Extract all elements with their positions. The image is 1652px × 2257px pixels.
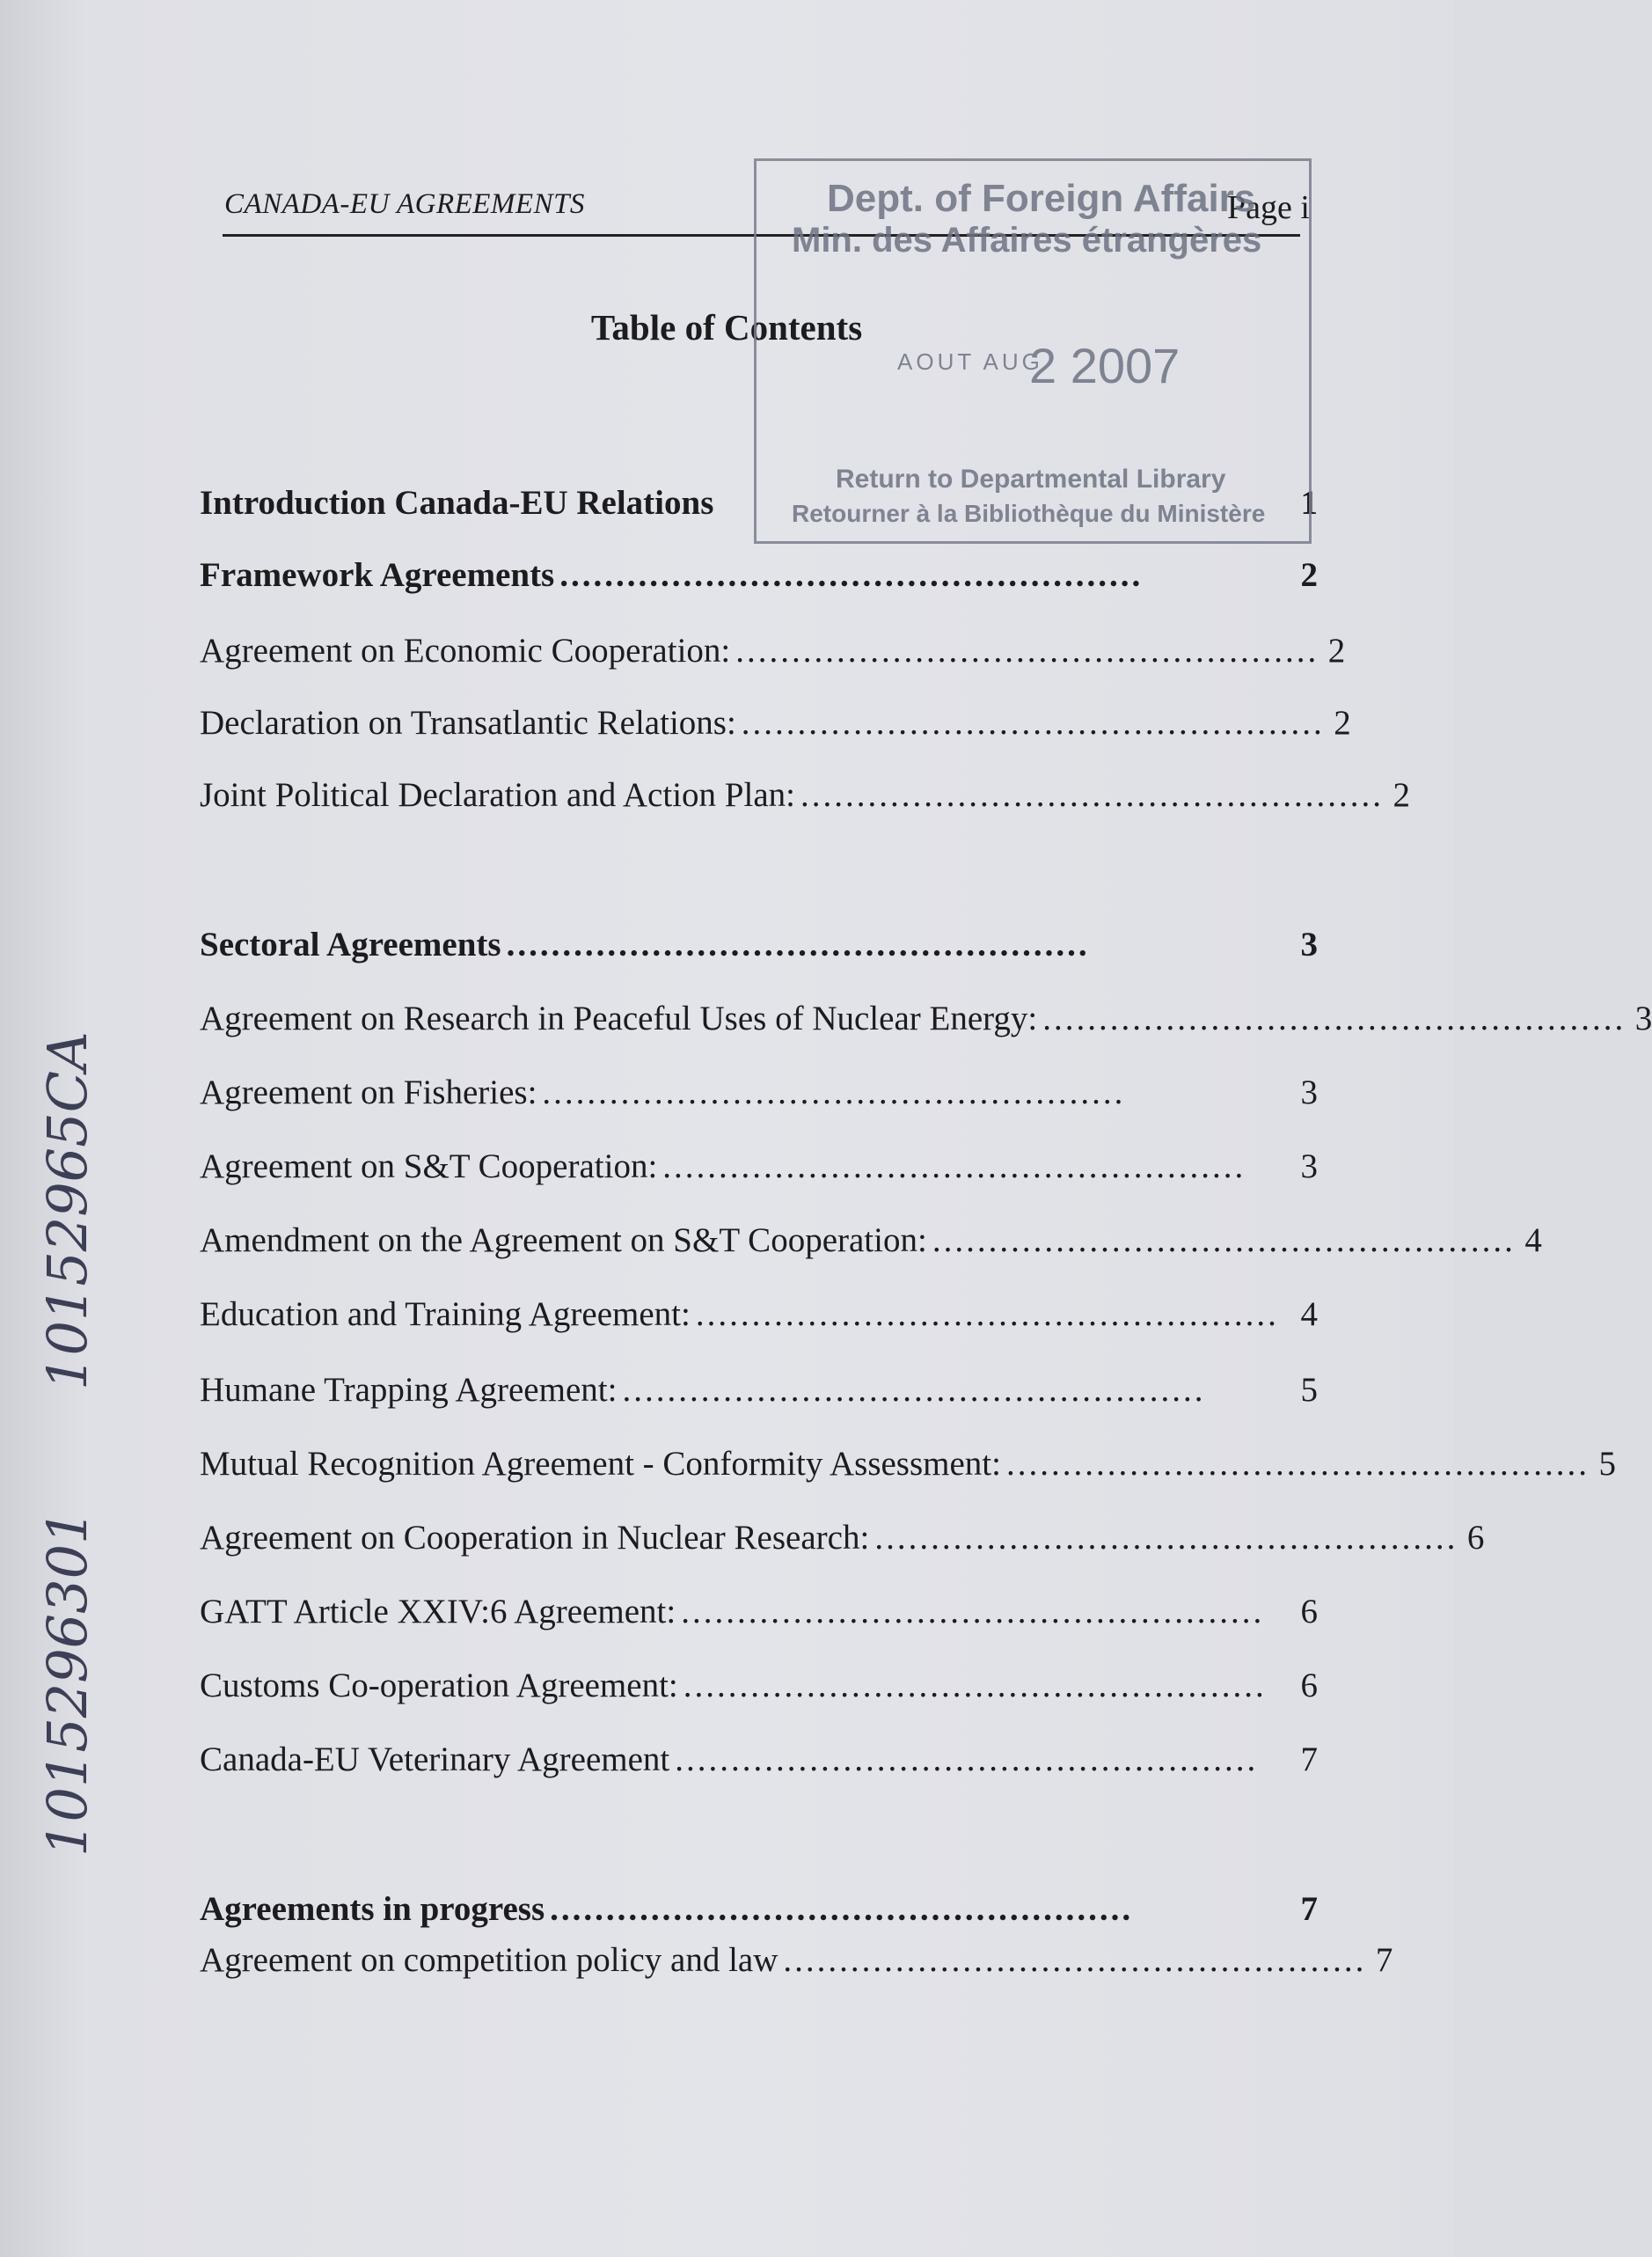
running-header-page-number: Page i	[1227, 189, 1310, 226]
toc-entry-humane-trapping[interactable]	[200, 1369, 1318, 1411]
toc-page-number: 2	[1327, 632, 1346, 670]
toc-leader-dots: ....................................................	[783, 1941, 1367, 1979]
toc-entry-label: Canada-EU Veterinary Agreement	[200, 1740, 670, 1778]
toc-entry-label: Joint Political Declaration and Action Plan:	[200, 776, 795, 814]
toc-leader-dots: ....................................................	[932, 1221, 1516, 1259]
toc-entry-fisheries[interactable]	[200, 1072, 1318, 1114]
toc-leader-dots: ....................................................	[1042, 1000, 1626, 1037]
toc-entry-label: Agreement on Research in Peaceful Uses of Nuclear Energy:	[200, 1000, 1038, 1037]
stamp-return-line: Return to Departmental Library	[836, 465, 1226, 494]
toc-entry-education-training[interactable]	[200, 1293, 1318, 1336]
toc-leader-dots: ....................................................	[741, 704, 1325, 742]
toc-entry-nuclear-energy[interactable]	[200, 998, 1652, 1040]
toc-entry-label: Framework Agreements	[200, 556, 555, 594]
toc-entry-label: Amendment on the Agreement on S&T Cooperation:	[200, 1221, 927, 1259]
toc-leader-dots: ....................................................	[683, 1667, 1267, 1704]
toc-page-number: 5	[1598, 1445, 1616, 1483]
toc-leader-dots: ....................................................	[1005, 1445, 1590, 1483]
toc-entry-framework-agreements[interactable]	[200, 554, 1318, 597]
toc-entry-st-cooperation[interactable]	[200, 1146, 1318, 1188]
toc-entry-label: Sectoral Agreements	[200, 926, 501, 964]
toc-leader-dots: ....................................................	[559, 556, 1144, 594]
toc-leader-dots: ....................................................	[695, 1295, 1279, 1333]
stamp-month: AOUT AUG	[897, 348, 1043, 375]
toc-page-number: 5	[1300, 1371, 1318, 1409]
toc-leader-dots: ....................................................	[681, 1593, 1265, 1630]
toc-entry-label: Mutual Recognition Agreement - Conformity Assessment:	[200, 1445, 1001, 1483]
toc-title: Table of Contents	[590, 307, 863, 348]
toc-entry-label: Agreement on Fisheries:	[200, 1074, 537, 1111]
toc-entry-nuclear-research[interactable]	[200, 1517, 1485, 1559]
handwritten-catalog-number: 10152965CA	[35, 1031, 99, 1390]
toc-entry-label: Education and Training Agreement:	[200, 1295, 691, 1333]
toc-page-number: 6	[1466, 1519, 1485, 1557]
toc-leader-dots: ....................................................	[675, 1740, 1259, 1778]
toc-entry-label: Introduction Canada-EU Relations	[200, 484, 714, 522]
toc-entry-label: Customs Co-operation Agreement:	[200, 1667, 678, 1704]
stamp-retourner-line: Retourner à la Bibliothèque du Ministère	[792, 500, 1266, 527]
toc-entry-mutual-recognition[interactable]	[200, 1443, 1616, 1485]
toc-entry-economic-cooperation[interactable]	[200, 630, 1346, 672]
toc-page-number: 4	[1524, 1221, 1542, 1259]
toc-entry-customs-cooperation[interactable]	[200, 1665, 1318, 1707]
toc-page-number: 4	[1300, 1295, 1318, 1333]
toc-entry-veterinary[interactable]	[200, 1739, 1318, 1781]
toc-leader-dots: ....................................................	[542, 1074, 1126, 1111]
library-stamp	[754, 158, 1312, 544]
toc-entry-sectoral-agreements[interactable]	[200, 924, 1318, 966]
toc-entry-agreements-in-progress[interactable]	[200, 1888, 1318, 1931]
toc-leader-dots: ....................................................	[550, 1890, 1134, 1928]
toc-leader-dots: ....................................................	[800, 776, 1384, 814]
toc-entry-label: Agreement on competition policy and law	[200, 1941, 778, 1979]
toc-leader-dots: ....................................................	[735, 632, 1319, 670]
toc-entry-label: Agreement on Economic Cooperation:	[200, 632, 731, 670]
toc-page-number: 7	[1300, 1890, 1318, 1928]
toc-entry-label: Declaration on Transatlantic Relations:	[200, 704, 736, 742]
running-header-title: CANADA-EU AGREEMENTS	[224, 188, 585, 220]
toc-entry-label: GATT Article XXIV:6 Agreement:	[200, 1593, 676, 1630]
toc-page-number: 6	[1300, 1667, 1318, 1704]
toc-entry-label: Agreement on Cooperation in Nuclear Research:	[200, 1519, 870, 1557]
toc-page-number: 3	[1300, 926, 1318, 964]
toc-page-number: 2	[1393, 776, 1410, 814]
toc-page-number: 2	[1300, 556, 1318, 594]
toc-page-number: 6	[1300, 1593, 1318, 1630]
toc-entry-label: Humane Trapping Agreement:	[200, 1371, 618, 1409]
handwritten-catalog-number-2: 1015296301	[35, 1509, 99, 1857]
toc-entry-competition-policy[interactable]	[200, 1939, 1393, 1982]
toc-leader-dots: ....................................................	[662, 1147, 1246, 1185]
toc-page-number: 3	[1300, 1074, 1318, 1111]
stamp-dept-line: Dept. of Foreign Affairs	[827, 177, 1256, 220]
toc-page-number: 2	[1334, 704, 1351, 742]
toc-leader-dots: ....................................................	[874, 1519, 1458, 1557]
stamp-date: 2 2007	[1029, 338, 1181, 393]
toc-page-number: 1	[1300, 484, 1318, 522]
toc-page-number: 3	[1300, 1147, 1318, 1185]
toc-page-number: 7	[1375, 1941, 1393, 1979]
toc-entry-st-amendment[interactable]	[200, 1220, 1542, 1262]
toc-entry-label: Agreement on S&T Cooperation:	[200, 1147, 658, 1185]
stamp-ministry-line: Min. des Affaires étrangères	[792, 221, 1262, 260]
toc-leader-dots: ....................................................	[622, 1371, 1206, 1409]
toc-entry-gatt-article[interactable]	[200, 1591, 1318, 1633]
toc-page-number: 7	[1300, 1740, 1318, 1778]
toc-page-number: 3	[1634, 1000, 1652, 1037]
toc-entry-transatlantic-relations[interactable]	[200, 702, 1351, 744]
toc-entry-label: Agreements in progress	[200, 1890, 545, 1928]
toc-leader-dots: ....................................................	[506, 926, 1090, 964]
toc-entry-joint-political-declaration[interactable]	[200, 774, 1410, 817]
